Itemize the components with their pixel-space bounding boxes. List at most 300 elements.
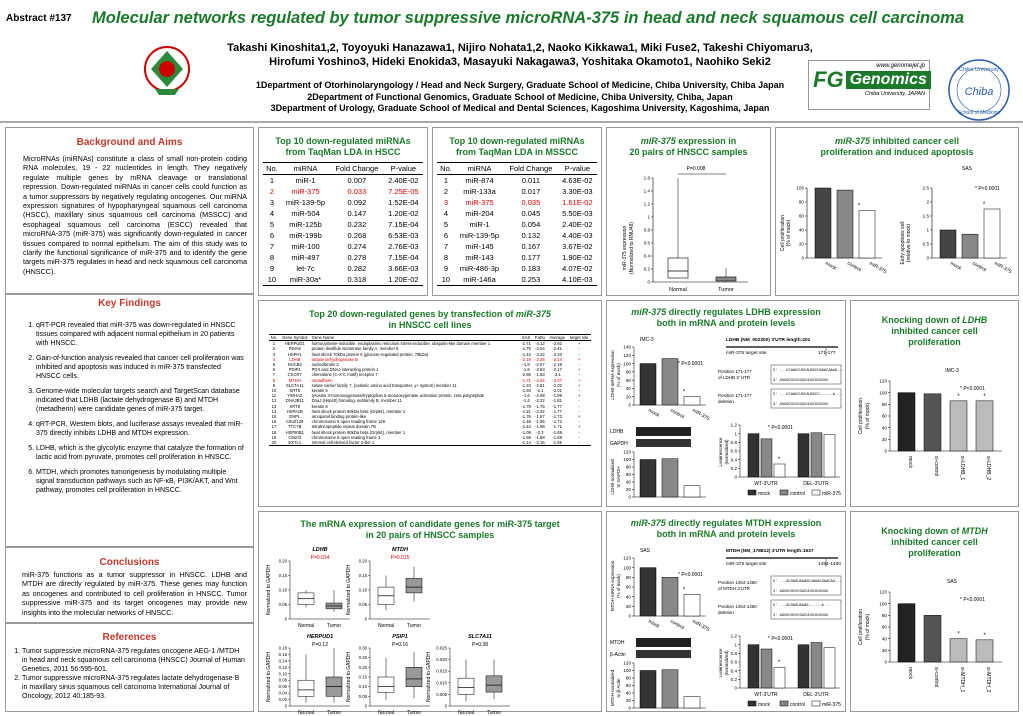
- table-row: 9 let-7c 0.282 3.66E-03: [269, 264, 419, 273]
- svg-text:(% of mock): (% of mock): [786, 219, 792, 247]
- svg-text:(relative to mock): (relative to mock): [906, 223, 912, 263]
- significance-star: *: [857, 203, 861, 210]
- genomics-logo: www.genomejet.jp FG Genomics Chiba University, JAPAN: [808, 60, 930, 110]
- bar: [837, 190, 853, 258]
- table-row: 2 PDIA6 protein disulfide isomerase family A, member 6 -1.79 -3.04 -2.41 -: [272, 346, 580, 352]
- tick-label: 40: [881, 636, 887, 642]
- x-label: Normal: [297, 623, 315, 629]
- tick-label: 120: [623, 352, 631, 358]
- tick-label: 0.10: [358, 684, 367, 690]
- tumor-box: [716, 268, 736, 282]
- tick-label: 0.16: [278, 651, 287, 657]
- tick-label: 20: [625, 487, 631, 493]
- tick-label: 80: [625, 575, 631, 581]
- sequence: 5' ...UCAAUCUGCAUGUCU------A...: [773, 393, 842, 397]
- table-row: 6 miR-139-5p 0.132 4.40E-03: [443, 231, 593, 240]
- sequence: 5' ...ACUAGUAAAGCUAAACGAACAA...: [773, 580, 842, 584]
- significance-star: *: [777, 457, 781, 463]
- tick-label: 20: [881, 437, 887, 443]
- tick-label: 0.08: [278, 677, 287, 683]
- p-note: * P<0.0001: [678, 361, 703, 367]
- proliferation-panel: [775, 127, 1019, 296]
- gene-label: PSIP1: [392, 634, 408, 640]
- tick-label: 0.06: [278, 684, 287, 690]
- axis-label: Luminescence: [718, 648, 723, 678]
- tick-label: 0.25: [358, 655, 367, 661]
- svg-text:Cell proliferation: Cell proliferation: [780, 214, 786, 252]
- bar-label: mock: [907, 667, 913, 679]
- bar: [898, 393, 915, 451]
- sequence: 5' ...ACUAGUAAAG------A...: [773, 604, 831, 608]
- bar: [962, 234, 978, 258]
- tick-label: 0.10: [278, 587, 287, 593]
- bar: [811, 643, 822, 689]
- significance-star: *: [777, 660, 781, 667]
- reference-item: 2. Tumor suppressive microRNA-375 regulates lactate dehydrogenase B in maxillary sinus squamous cell carcinoma International Journal of Oncology, 2012 40:185-93.: [22, 674, 245, 701]
- table-row: 14 HSPA1B heat shock protein 90kDa beta (Grp94), member 1 -1.21 -2.32 -1.77 -: [271, 408, 580, 414]
- tick-label: 0.020: [436, 657, 447, 663]
- legend-label: mock: [758, 491, 770, 497]
- gene-label: MTDH: [392, 547, 408, 553]
- mtdh-regulation-title: miR-375 directly regulates MTDH expression both in mRNA and protein levels: [630, 518, 822, 539]
- ldhb-regulation-panel: [606, 300, 846, 507]
- candidate-boxplots-panel: [258, 511, 602, 715]
- tick-label: 0.010: [436, 680, 447, 686]
- bar: [824, 648, 835, 688]
- bar-label: si-LDHB_1: [959, 456, 965, 481]
- tick-label: 60: [625, 472, 631, 478]
- legend-swatch: [812, 490, 820, 495]
- table-row: 8 miR-143 0.177 1.90E-02: [443, 253, 593, 262]
- mtdh-regulation-panel: [606, 511, 846, 712]
- bar-label: control: [971, 260, 988, 274]
- bar: [976, 640, 993, 662]
- tick-label: 1: [647, 214, 650, 220]
- cell-line-label: SAS: [946, 579, 958, 585]
- table-row: 3 miR-139-5p 0.092 1.52E-04: [269, 198, 419, 207]
- tick-label: 0: [628, 705, 631, 711]
- axis-label: LDHB mRNA expression: [610, 350, 615, 400]
- table-row: 5 NUCB2 nucleobindin 2 -1.8 -2.57 -2.18 -: [272, 362, 580, 368]
- bar: [798, 645, 809, 688]
- tick-label: 2: [926, 199, 929, 205]
- tick-label: 0.005: [436, 691, 447, 697]
- tick-label: 0.02: [278, 697, 287, 703]
- tick-label: 0.6: [730, 448, 737, 454]
- table-row: 9 SLC7A11 solute carrier family 7, (cationic amino acid transporter, y+ system) member 11 -1.23 -2.81 -2.02 +: [272, 382, 581, 388]
- blot-label: LDHB: [610, 429, 624, 435]
- tick-label: 100: [623, 457, 631, 463]
- tick-label: 80: [625, 369, 631, 375]
- conclusions-text: miR-375 functions as a tumor suppressor in HNSCC. LDHB and MTDH are directly regulated by miR-375. These genes may function as oncogenes and contributed to cell proliferation in HNSCC. Tumor suppressive miR-375 and its target oncogenes may provide new insights into the molecular networks of HNSCC.: [22, 570, 247, 617]
- table-row: 7 miR-100 0.274 2.76E-03: [269, 242, 419, 251]
- x-label: DEL-3'UTR: [803, 692, 829, 698]
- sequence: 3' AGUGCGCUCGGCUUGCUUGUUU: [773, 379, 829, 383]
- tick-label: 1: [734, 642, 737, 648]
- mtdh-knockdown-title: Knocking down of MTDH inhibited cancer cell proliferation: [881, 526, 988, 558]
- tick-label: 60: [625, 683, 631, 689]
- tick-label: 0: [628, 613, 631, 619]
- finding-item: 1. qRT-PCR revealed that miR-375 was down-regulated in HNSCC tissues compared with adjacent normal epithelium in 20 patients with HNSCC.: [36, 321, 245, 348]
- tick-label: 0.14: [278, 658, 287, 664]
- legend-label: miR-375: [822, 491, 841, 497]
- tick-label: 100: [879, 390, 887, 396]
- tick-label: 0: [926, 255, 929, 261]
- significance-star: *: [957, 393, 960, 400]
- axis-label: Normalized to GAPDH: [266, 564, 272, 616]
- bar: [640, 568, 656, 616]
- tick-label: 0: [734, 685, 737, 691]
- tick-label: 120: [879, 589, 887, 595]
- hscc-table: No. miRNA Fold Change P-value 1 miR-1 0.007 2.40E-02 2 miR-375 0.033 7.25E-05 3 miR-139-5p 0.092 1.52E-04 4 miR-504 0.147 1.20E-02 5 miR-125b 0.232 7.15E-04 6 miR-199b 0.268 6.53E-03 7 miR-100 0.274 2.76E-03 8 miR-497 0.278 7.15E-04 9 let-7c 0.282 3.66E-03 10 miR-30a* 0.318 1.20E-02: [263, 162, 423, 286]
- legend-swatch: [748, 701, 756, 706]
- tick-label: 1.5: [922, 213, 929, 219]
- axis-label: (% of mock): [865, 613, 871, 641]
- table-row: 7 CXCR7 chemokine (C-X-C motif) receptor 7 -2.56 -1.63 -2.1 -: [272, 372, 580, 378]
- tick-label: 0.6: [730, 659, 737, 665]
- bar: [924, 615, 941, 662]
- msscc-table: No. miRNA Fold Change P-value 1 miR-874 0.011 4.63E-02 2 miR-133a 0.017 3.30E-03 3 miR-375 0.035 1.61E-02 4 miR-204 0.045 5.50E-03 5 miR-1 0.054 2.40E-02 6 miR-139-5p 0.132 4.40E-03 7 miR-145 0.167 3.67E-02 8 miR-143 0.177 1.90E-02 9 miR-486-3p 0.183 4.07E-02 10 miR-146a 0.253 4.10E-03: [437, 162, 597, 286]
- bar: [984, 209, 1000, 258]
- tick-label: 0.2: [643, 266, 650, 272]
- tick-label: 1.2: [730, 633, 737, 639]
- tick-label: 120: [623, 660, 631, 666]
- table-row: 4 miR-204 0.045 5.50E-03: [443, 209, 593, 218]
- bar: [684, 594, 700, 616]
- p-note: * P<0.0001: [678, 572, 703, 578]
- references-title: References: [102, 632, 157, 643]
- sequence: 3' AGUGCGCUCGGCUUGCUUGUUU: [773, 590, 829, 594]
- box: [298, 680, 314, 696]
- x-label: Tumor: [326, 710, 342, 715]
- box: [406, 667, 422, 686]
- tick-label: 1.6: [643, 175, 650, 181]
- box: [406, 578, 422, 593]
- position-label: Position 171-177: [718, 369, 752, 374]
- tick-label: 0.05: [358, 602, 367, 607]
- tick-label: 80: [881, 613, 887, 619]
- svg-text:* P<0.0001: * P<0.0001: [975, 186, 1000, 192]
- utr-title: LDHB (NM_002300) 3'UTR length:201: [726, 338, 811, 343]
- table-row: 3 HSPH1 heat shock 70kDa protein 5 (glucose-regulated protein, 78kDa) -1.44 -3.22 -2.33 -: [272, 351, 580, 357]
- table-row: 5 miR-125b 0.232 7.15E-04: [269, 220, 419, 229]
- sequence: 3' AGUGCGCUCGGCUUGCUUGUUU: [773, 614, 829, 618]
- expression-panel: [606, 127, 771, 296]
- ldhb-knockdown-title: Knocking down of LDHB inhibited cancer cell proliferation: [881, 315, 988, 347]
- msscc-table-panel: [432, 127, 602, 296]
- x-label: Normal: [457, 710, 475, 715]
- sequence: 3' AGUGCGCUCGGCUUGCUUGUUU: [773, 403, 829, 407]
- x-label: WT-3'UTR: [754, 692, 778, 698]
- tick-label: 0.15: [278, 573, 287, 578]
- table-row: 1 miR-874 0.011 4.63E-02: [443, 176, 593, 185]
- blot-label: MTDH: [610, 640, 625, 646]
- legend-swatch: [780, 490, 788, 495]
- tick-label: 0.2: [730, 466, 737, 472]
- finding-item: 5. LDHB, which is the glycolytic enzyme that catalyze the formation of lactic acid from pyruvate, promotes cell proliferation in HNSCC.: [36, 444, 245, 462]
- tick-label: 0: [628, 494, 631, 500]
- x-label: Tumor: [406, 710, 422, 715]
- axis-label: Luminescence: [718, 437, 723, 467]
- chiba-university-seal-logo: [940, 57, 1018, 123]
- sequence: 5' ...UCAAUCUGCAUGUCUGAACAAAG...: [773, 369, 844, 373]
- position-label: Position 1454-1460: [718, 580, 757, 585]
- svg-text:Early apoptosis cell: Early apoptosis cell: [900, 221, 906, 265]
- bar-label: control: [669, 618, 686, 632]
- legend-swatch: [812, 701, 820, 706]
- table-row: 16 C6orf129 chromosome 6 open reading frame 129 -1.48 -1.95 -1.72 -: [271, 419, 580, 425]
- bar-label: si-control: [933, 667, 939, 688]
- bar-label: miR-375: [691, 618, 711, 634]
- table-row: 10 KRT5 keratin 5 -1.93 -2.1 -2.01 -: [271, 388, 580, 394]
- axis-label: (% of mock): [865, 402, 871, 430]
- finding-item: 2. Gain-of-function analysis revealed that cancer cell proliferation was inhibited and apoptosis was induced in miR-375 transfected HNSCC cells.: [36, 354, 245, 381]
- p-note: * P<0.0001: [768, 636, 793, 642]
- bar: [859, 210, 875, 258]
- cell-line-label: SAS: [640, 548, 651, 554]
- p-value: P=0.015: [390, 555, 410, 561]
- proliferation-charts: [777, 158, 1019, 298]
- axis-label: MTDH normalized: [610, 669, 615, 707]
- significance-star: *: [982, 202, 986, 208]
- tick-label: 40: [881, 425, 887, 431]
- tick-label: 40: [625, 690, 631, 696]
- genes-table-panel: [258, 300, 602, 507]
- boxplot-3: [346, 634, 430, 715]
- tick-label: 40: [625, 386, 631, 392]
- finding-item: 6. MTDH, which promotes tumorigenesis by modulating multiple signal transduction pathways such as NF-κB, PI3K/AKT, and Wnt pathway, promotes cell proliferation in HNSCC.: [36, 468, 245, 495]
- tick-label: 0.20: [278, 558, 287, 564]
- legend-label: control: [790, 491, 806, 497]
- tick-label: 0: [734, 474, 737, 480]
- axis-label: (% of mock): [616, 362, 621, 388]
- tick-label: 140: [623, 344, 631, 350]
- tick-label: 0.015: [436, 668, 447, 674]
- tick-label: 120: [879, 378, 887, 384]
- bar: [950, 401, 967, 451]
- bar: [798, 434, 809, 477]
- bar: [662, 459, 678, 497]
- background-text: MicroRNAs (miRNAs) constitute a class of small non-protein coding RNA molecules, 19 - 22 nucleotides in length. They negatively regulate multiple genes by mRNA cleavage or translational repression. Down-regulated miRNAs in cancer cells could function as a tumor suppressors by negatively regulating oncogenes. Our miRNA expression signatures of hypopharyngeal squamous cell carcinoma (HSCC), maxillary sinus squamous cell carcinoma (MSSCC) and esophageal squamous cell carcinoma (ESCC) revealed that microRNA-375 (miR-375) was significantly down-regulated in cancer tissues compared to normal epithelium. The aim of this study was to clarify the functional significance of miR-375 and to identify the gene targets miR-375 regulates in head and neck squamous cell carcinoma (HNSCC).: [23, 154, 247, 276]
- tick-label: 100: [879, 601, 887, 607]
- x-label: WT-3'UTR: [754, 481, 778, 487]
- bar: [662, 670, 678, 708]
- table-row: 19 C6orf3 chromosome 6 open reading frame 3 -1.69 -1.68 -1.69 -: [271, 434, 580, 440]
- bar: [662, 577, 678, 616]
- tick-label: 0: [364, 703, 367, 709]
- tick-label: 0: [628, 402, 631, 408]
- position-label: of MTDH 3'UTR: [718, 586, 750, 591]
- bar: [976, 401, 993, 451]
- svg-text:Chiba University: Chiba University: [958, 67, 1000, 73]
- ldhb-regulation-figures: [608, 327, 846, 507]
- bar: [748, 645, 759, 688]
- ldhb-knockdown-panel: [850, 300, 1019, 507]
- tick-label: 80: [881, 402, 887, 408]
- candidate-boxplots-title: The mRNA expression of candidate genes for miR-375 target in 20 pairs of HNSCC samples: [300, 519, 560, 540]
- svg-text:P=0.008: P=0.008: [686, 166, 706, 172]
- affiliations: 1Department of Otorhinolaryngology / Head and Neck Surgery, Graduate School of Medicine, Chiba University, Chiba Japan 2Department of Functional Genomics, Graduate School of Medicine, Chiba University, Chiba, Japan 3Department of Urology, Graduate School of Medical and Dental Sciences, Kagoshima University, Kagoshima, Japan: [255, 80, 785, 113]
- tick-label: 0: [284, 616, 287, 622]
- tick-label: 0.4: [730, 668, 737, 674]
- position-label: Position 1454-1460: [718, 604, 757, 609]
- tick-label: 80: [625, 464, 631, 470]
- bar-label: miR-375: [691, 407, 711, 423]
- genes-table-title: Top 20 down-regulated genes by transfection of miR-375 in HNSCC cell lines: [309, 309, 551, 330]
- tick-label: 0.30: [358, 645, 367, 651]
- tick-label: 0.15: [358, 573, 367, 578]
- axis-label: Cell proliferation: [858, 608, 864, 646]
- tick-label: 100: [623, 361, 631, 367]
- significance-star: *: [957, 631, 960, 638]
- bar-label: mock: [647, 407, 661, 419]
- tick-label: 0.10: [278, 671, 287, 677]
- tick-label: 0: [364, 616, 367, 622]
- tick-label: 60: [881, 624, 887, 630]
- x-label: Normal: [297, 710, 315, 715]
- table-row: 18 HSP90B1 heat shock protein 90kDa beta (Grp94), member 1 -1.09 -2.3 -1.69 -: [271, 429, 580, 435]
- tick-label: 0.5: [922, 241, 929, 247]
- normal-box: [668, 178, 688, 278]
- tick-label: 20: [625, 698, 631, 704]
- bar-label: control: [846, 260, 863, 274]
- svg-text:SAS: SAS: [961, 166, 973, 172]
- significance-star: *: [682, 587, 686, 594]
- tick-label: 0.4: [730, 457, 737, 463]
- references-panel: [5, 623, 254, 712]
- table-row: 17 TTC7B tetratricopeptide repeat domain 7B -1.44 -1.98 -1.71 +: [271, 424, 581, 430]
- x-label: Tumor: [486, 710, 502, 715]
- mtdh-knockdown-panel: [850, 511, 1019, 712]
- header-divider: [0, 121, 1023, 123]
- blot-band: [636, 638, 691, 647]
- significance-star: *: [983, 393, 986, 400]
- tick-label: 80: [625, 675, 631, 681]
- tick-label: 0.2: [730, 677, 737, 683]
- axis-label: (normalized): [724, 650, 729, 676]
- tick-label: 0.10: [358, 587, 367, 593]
- axis-label: MTDH mRNA expression: [610, 560, 615, 612]
- x-label: DEL-3'UTR: [803, 481, 829, 487]
- bar-label: si-MTDH_1: [959, 667, 965, 693]
- p-note: * P<0.0001: [960, 386, 985, 392]
- tick-label: 40: [625, 594, 631, 600]
- x-label: Tumor: [406, 623, 422, 629]
- key-findings-panel: [5, 294, 254, 547]
- significance-star: *: [682, 389, 686, 396]
- table-row: 10 miR-146a 0.253 4.10E-03: [437, 274, 597, 286]
- tick-label: 20: [625, 604, 631, 610]
- x-label: Normal: [377, 623, 395, 629]
- table-row: 4 miR-504 0.147 1.20E-02: [269, 209, 419, 218]
- msscc-table-title: Top 10 down-regulated miRNAs from TaqMan LDA in MSSCC: [449, 136, 585, 157]
- blot-band: [636, 427, 691, 436]
- x-label: Tumor: [326, 623, 342, 629]
- bar: [924, 394, 941, 451]
- table-row: 2 miR-133a 0.017 3.30E-03: [443, 187, 593, 196]
- tick-label: 60: [881, 413, 887, 419]
- bar: [640, 460, 656, 498]
- legend-swatch: [748, 490, 756, 495]
- mtdh-knockdown-chart: [852, 567, 1019, 712]
- ldhb-knockdown-chart: [852, 356, 1019, 506]
- table-row: 1 miR-1 0.007 2.40E-02: [269, 176, 419, 185]
- bar-label: mock: [824, 260, 838, 272]
- poster-title: Molecular networks regulated by tumor suppressive microRNA-375 in head and neck squamous cell carcinoma: [92, 9, 965, 27]
- p-value: P=0.38: [472, 642, 488, 648]
- table-row: 3 miR-375 0.035 1.61E-02: [443, 198, 593, 207]
- bar-label: si-control: [933, 456, 939, 477]
- bar: [898, 604, 915, 662]
- key-findings-list: [6, 321, 253, 495]
- bar-label: si-LDHB_2: [985, 456, 991, 481]
- legend-swatch: [780, 701, 788, 706]
- gene-label: SLC7A11: [468, 634, 492, 640]
- abstract-number: Abstract #137: [6, 13, 72, 24]
- axis-label: to β-Actin: [616, 678, 621, 698]
- x-label: Normal: [377, 710, 395, 715]
- svg-text:Tumor: Tumor: [718, 287, 734, 293]
- table-row: 5 miR-1 0.054 2.40E-02: [443, 220, 593, 229]
- boxplot-1: [346, 547, 430, 629]
- svg-text:miR-375 expression: miR-375 expression: [622, 225, 628, 271]
- key-findings-title: Key Findings: [98, 298, 161, 309]
- table-row: 12 DNAJB11 DnaJ (Hsp40) homolog, subfamily B, member 11 -1.4 -2.22 -1.81 -: [271, 398, 580, 404]
- p-value: P=0.16: [392, 642, 408, 648]
- finding-item: 3. Genome-wide molecular targets search and TargetScan database indicated that LDHB (lactate dehydrogenase B) and MTDH (metadherin) were candidate genes of miR-375 target.: [36, 387, 245, 414]
- p-value: P=0.12: [312, 642, 328, 648]
- axis-label: (normalized): [724, 439, 729, 465]
- box: [378, 677, 394, 692]
- axis-label: LDHB normalized: [610, 459, 615, 495]
- gene-label: HERPUD1: [306, 634, 334, 640]
- bar: [824, 435, 835, 477]
- cell-line-label: IMC-3: [640, 337, 654, 343]
- table-row: 9 miR-486-3p 0.183 4.07E-02: [443, 264, 593, 273]
- table-row: 2 miR-375 0.033 7.25E-05: [269, 187, 419, 196]
- table-row: 8 miR-497 0.278 7.15E-04: [269, 253, 419, 262]
- bar: [950, 639, 967, 662]
- genes-table: No. Gene Symbol Gene Name SAS FaDu Average target site 1 HERPUD1 homocysteine-inducible, endoplasmic reticulum stress-inducible, ubiquitin-like domain member 1 -1.71 -4.12 -2.92 + 2 PDIA6 protein disulfide isomerase family A, member 6 -1.79 -3.04 -2.41 - 3 HSPH1 heat shock 70kDa protein 5 (glucose-regulated protein, 78kDa) -1.44 -3.22 -2.33 - 4 LDHB lactate dehydrogenase B -2.19 -2.28 -2.24 + 5 NUCB2 nucleobindin 2 -1.8 -2.57 -2.18 - 6 PDIP1 PDX and DNAJ interacting protein 1 -1.8 -2.53 -2.17 + 7 CXCR7 chemokine (C-X-C motif) receptor 7 -2.56 -1.63 -2.1 - 8 MTDH metadherin -1.71 -2.44 -2.07 + 9 SLC7A11 solute carrier family 7, (cationic amino acid transporter, y+ system) member 11 -1.23 -2.81 -2.02 + 10 KRT5 keratin 5 -1.93 -2.1 -2.01 - 11 YWHAZ tyrosine 3-monooxygenase/tryptophan 5-monooxygenase activation protein, zeta polypeptide -1.6 -2.08 -1.99 + 12 DNAJB11 DnaJ (Hsp40) homolog, subfamily B, member 11 -1.4 -2.22 -1.81 - 13 KRT8 keratin 8 -1.78 -1.76 -1.77 - 14 HSPA1B heat shock protein 90kDa beta (Grp94), member 1 -1.21 -2.32 -1.77 - 15 ENPL amopamil binding protein-like -1.76 -1.67 -1.73 + 16 C6orf129 chromosome 6 open reading frame 129 -1.48 -1.95 -1.72 - 17 TTC7B tetratricopeptide repeat domain 7B -1.44 -1.98 -1.71 + 18 HSP90B1 heat shock protein 90kDa beta (Grp94), member 1 -1.09 -2.3 -1.69 - 19 C6orf3 chromosome 6 open reading frame 3 -1.69 -1.68 -1.69 - 20 EXTL1 stromal cell-derived factor 2-like 1 -1.14 -2.15 -1.65 -: [269, 334, 591, 446]
- cell-line-label: IMC-3: [945, 368, 959, 374]
- table-row: 6 miR-199b 0.268 6.53E-03: [269, 231, 419, 240]
- bar-label: si-MTDH_2: [985, 667, 991, 693]
- svg-text:(Normalized to RNU48): (Normalized to RNU48): [629, 222, 635, 274]
- table-row: 8 MTDH metadherin -1.71 -2.44 -2.07 +: [272, 377, 581, 383]
- tick-label: 0.04: [278, 690, 287, 696]
- axis-label: Normalized to GAPDH: [346, 651, 352, 703]
- bar: [815, 188, 831, 258]
- boxplot-4: [426, 634, 510, 715]
- mtdh-regulation-figures: [608, 538, 846, 712]
- table-row: 15 ENPL amopamil binding protein-like -1.76 -1.67 -1.73 +: [271, 414, 581, 420]
- tick-label: 0.15: [358, 674, 367, 680]
- tick-label: 0.025: [436, 645, 447, 651]
- hscc-table-panel: [258, 127, 428, 296]
- bar-label: mock: [907, 456, 913, 468]
- tick-label: 0.18: [278, 645, 287, 651]
- tick-label: 0.05: [278, 602, 287, 607]
- axis-label: (% of mock): [616, 573, 621, 599]
- finding-item: 4. qRT-PCR, Western blots, and luciferase assays revealed that miR-375 directly inhibits LDHB and MTDH expression.: [36, 420, 245, 438]
- p-note: * P<0.0001: [960, 597, 985, 603]
- references-list: [6, 647, 253, 701]
- tick-label: 0.8: [643, 227, 650, 233]
- bar: [640, 671, 656, 709]
- site-label: miR-375 target site: [726, 562, 767, 567]
- bar: [761, 649, 772, 688]
- table-row: 20 EXTL1 stromal cell-derived factor 2-like 1 -1.14 -2.15 -1.65 -: [269, 440, 591, 446]
